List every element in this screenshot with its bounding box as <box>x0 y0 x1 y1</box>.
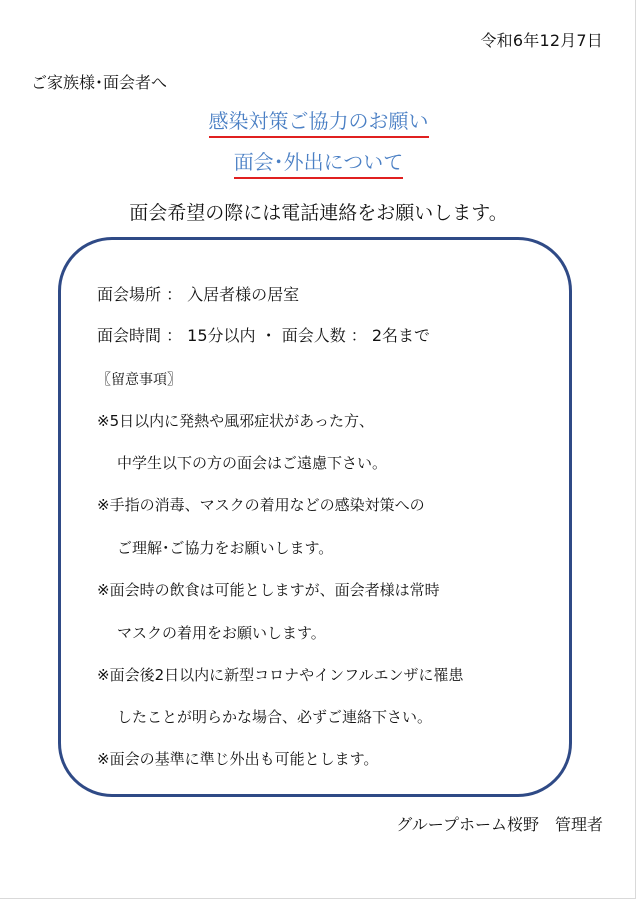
note-eating-cont: マスクの着用をお願いします。 <box>117 624 326 642</box>
visit-time-and-count: 面会時間 ： 15分以内 ・ 面会人数 ： 2名まで <box>97 326 431 345</box>
notes-heading: 〖留意事項〗 <box>97 372 181 388</box>
visit-location: 面会場所 ： 入居者様の居室 <box>97 285 300 304</box>
addressee: ご家族様･面会者へ <box>31 73 168 92</box>
notice-subtitle: 面会･外出について <box>234 149 404 179</box>
title-line-1-wrapper <box>0 108 637 138</box>
title-line-2-wrapper <box>0 149 637 179</box>
notice-title: 感染対策ご協力のお願い <box>209 108 429 138</box>
note-hygiene-cont: ご理解･ご協力をお願いします。 <box>117 539 334 557</box>
note-infection: ※面会後2日以内に新型コロナやインフルエンザに罹患 <box>97 666 464 684</box>
note-fever: ※5日以内に発熱や風邪症状があった方、 <box>97 412 374 430</box>
note-infection-cont: したことが明らかな場合、必ずご連絡下さい。 <box>117 708 433 726</box>
note-eating: ※面会時の飲食は可能としますが、面会者様は常時 <box>97 581 440 599</box>
notice-date: 令和6年12月7日 <box>480 31 603 50</box>
note-outing: ※面会の基準に準じ外出も可能とします。 <box>97 750 379 768</box>
phone-request: 面会希望の際には電話連絡をお願いします。 <box>129 202 508 224</box>
note-hygiene: ※手指の消毒、マスクの着用などの感染対策への <box>97 496 425 514</box>
note-fever-cont: 中学生以下の方の面会はご遠慮下さい。 <box>117 454 388 472</box>
signature: グループホーム桜野 管理者 <box>396 815 603 834</box>
